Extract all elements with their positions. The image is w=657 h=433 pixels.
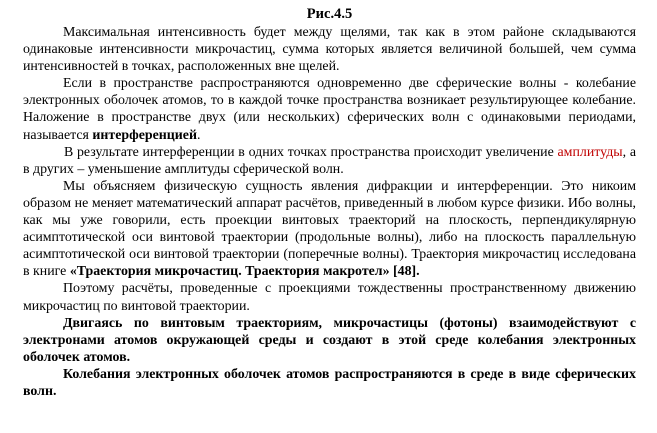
paragraph-text: Если в пространстве распространяются одновременно две сферические волны - колебание электронных оболочек атомов, то в каждой точке пространства возникает результирующее колебание. Наложение в пространстве двух (или нескольких) сферических волн с одинаковыми периодами, называется xyxy=(23,76,636,143)
paragraph-text-continued: , а в других – уменьшение амплитуды сферической волн. xyxy=(23,144,636,177)
paragraph-physical-essence xyxy=(23,178,636,281)
paragraph-text: Мы объясняем физическую сущность явления дифракции и интерференции. Это никоим образом не меняет математический аппарат расчётов, приведенный в любом курсе физики. Ибо волны, как мы уже говорили, есть проекции винтовых траекторий на плоскость, перпендикулярную асимптотической оси винтовой траектории (продольные волны), либо на плоскость параллельную асимптотической оси винтовой траектории (поперечные волны). Траектория микрочастиц исследована в книге xyxy=(23,178,636,280)
paragraph-end: . xyxy=(196,127,201,143)
paragraph-calculations: Поэтому расчёты, проведенные с проекциями тождественны пространственному движению микрочастиц по винтовой траектории. xyxy=(23,281,636,314)
term-interference: интерференцией xyxy=(92,127,197,143)
highlight-amplitude: амплитуды xyxy=(557,144,623,160)
paragraph-interference-result xyxy=(23,144,636,178)
paragraph-spherical-waves: Колебания электронных оболочек атомов распространяются в среде в виде сферических волн. xyxy=(23,366,636,399)
figure-title: Рис.4.5 xyxy=(306,6,353,22)
paragraph-max-intensity: Максимальная интенсивность будет между щелями, так как в этом районе складываются одинаковые интенсивности микрочастиц, сумма которых является величиной большей, чем сумма интенсивностей в точках, расположенных вне щелей. xyxy=(23,25,636,75)
paragraph-text: В результате интерференции в одних точках пространства происходит увеличение xyxy=(64,144,558,160)
book-reference: «Траектория микрочастиц. Траектория макротел» [48]. xyxy=(69,264,420,280)
paragraph-helical-trajectories: Двигаясь по винтовым траекториям, микрочастицы (фотоны) взаимодействуют с электронами атомов окружающей среды и создают в этой среде колебания электронных оболочек атомов. xyxy=(23,315,636,365)
paragraph-interference-definition xyxy=(23,75,636,143)
